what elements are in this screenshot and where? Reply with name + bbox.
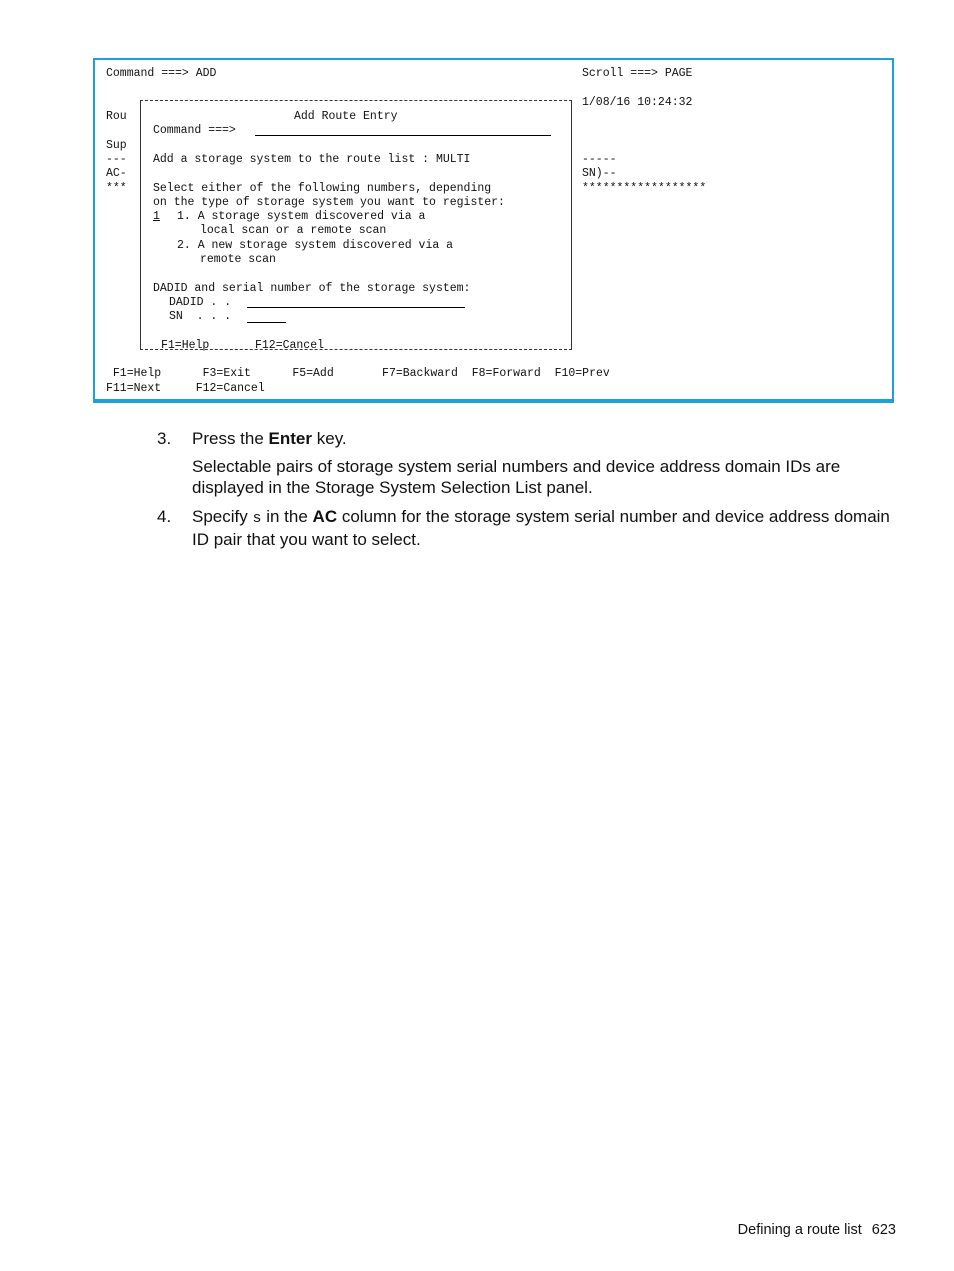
selection-input[interactable]: 1 <box>153 210 160 223</box>
popup-top-border <box>140 100 572 101</box>
step-4-bold: AC <box>312 507 338 526</box>
add-route-entry-popup <box>140 94 572 356</box>
step-4-mid: in the <box>261 507 313 526</box>
option-1-line-2: local scan or a remote scan <box>200 224 387 237</box>
popup-help-key[interactable]: F1=Help <box>161 339 210 352</box>
option-2-line-1: 2. A new storage system discovered via a <box>177 239 454 252</box>
popup-left-border <box>140 100 141 350</box>
sn-input[interactable] <box>247 322 286 323</box>
option-1-line-1: 1. A storage system discovered via a <box>177 210 426 223</box>
dadid-input[interactable] <box>247 307 465 308</box>
popup-title: Add Route Entry <box>294 110 398 123</box>
step-3-bold: Enter <box>268 429 313 448</box>
right-col-5: ****************** <box>582 182 707 195</box>
step-3-text <box>192 428 902 449</box>
left-col-0: Rou <box>106 110 127 123</box>
popup-select-text-2: on the type of storage system you want to register: <box>153 196 505 209</box>
terminal-screenshot <box>93 58 894 403</box>
step-3-detail: Selectable pairs of storage system serial numbers and device address domain IDs are displayed in the Storage System Selection List panel. <box>192 457 841 497</box>
right-col-4: SN)-- <box>582 167 617 180</box>
option-2-line-2: remote scan <box>200 253 276 266</box>
step-4-pre: Specify <box>192 507 253 526</box>
page-footer <box>728 1222 896 1238</box>
function-keys-row-2: F11=Next F12=Cancel <box>106 382 265 395</box>
popup-add-text: Add a storage system to the route list : MULTI <box>153 153 471 166</box>
popup-cancel-key[interactable]: F12=Cancel <box>255 339 325 352</box>
dadid-label: DADID . . <box>169 296 232 309</box>
step-4-code: s <box>252 510 262 527</box>
left-col-2: Sup <box>106 139 127 152</box>
scroll-line: Scroll ===> PAGE <box>582 67 693 80</box>
footer-page-number: 623 <box>871 1222 896 1238</box>
step-4-number: 4. <box>157 507 172 526</box>
popup-command-input[interactable] <box>255 135 551 136</box>
step-3-number: 3. <box>157 429 172 448</box>
left-col-5: *** <box>106 182 127 195</box>
popup-command-label: Command ===> <box>153 124 236 137</box>
popup-right-border <box>571 100 572 350</box>
step-3-post: key. <box>312 429 347 448</box>
left-col-4: AC- <box>106 167 127 180</box>
right-col-3: ----- <box>582 153 617 166</box>
footer-section: Defining a route list <box>737 1222 862 1238</box>
left-col-3: --- <box>106 153 127 166</box>
step-3-pre: Press the <box>192 429 269 448</box>
step-4-text <box>192 506 902 550</box>
command-line: Command ===> ADD <box>106 67 217 80</box>
popup-select-text-1: Select either of the following numbers, depending <box>153 182 492 195</box>
function-keys-row-1: F1=Help F3=Exit F5=Add F7=Backward F8=Forward F10=Prev <box>106 367 610 380</box>
timestamp: 1/08/16 10:24:32 <box>582 96 693 109</box>
step-4-post: column for the storage system serial number and device address domain ID pair that you want to select. <box>192 507 890 549</box>
sn-label: SN . . . <box>169 310 232 323</box>
dadid-heading: DADID and serial number of the storage system: <box>153 282 471 295</box>
